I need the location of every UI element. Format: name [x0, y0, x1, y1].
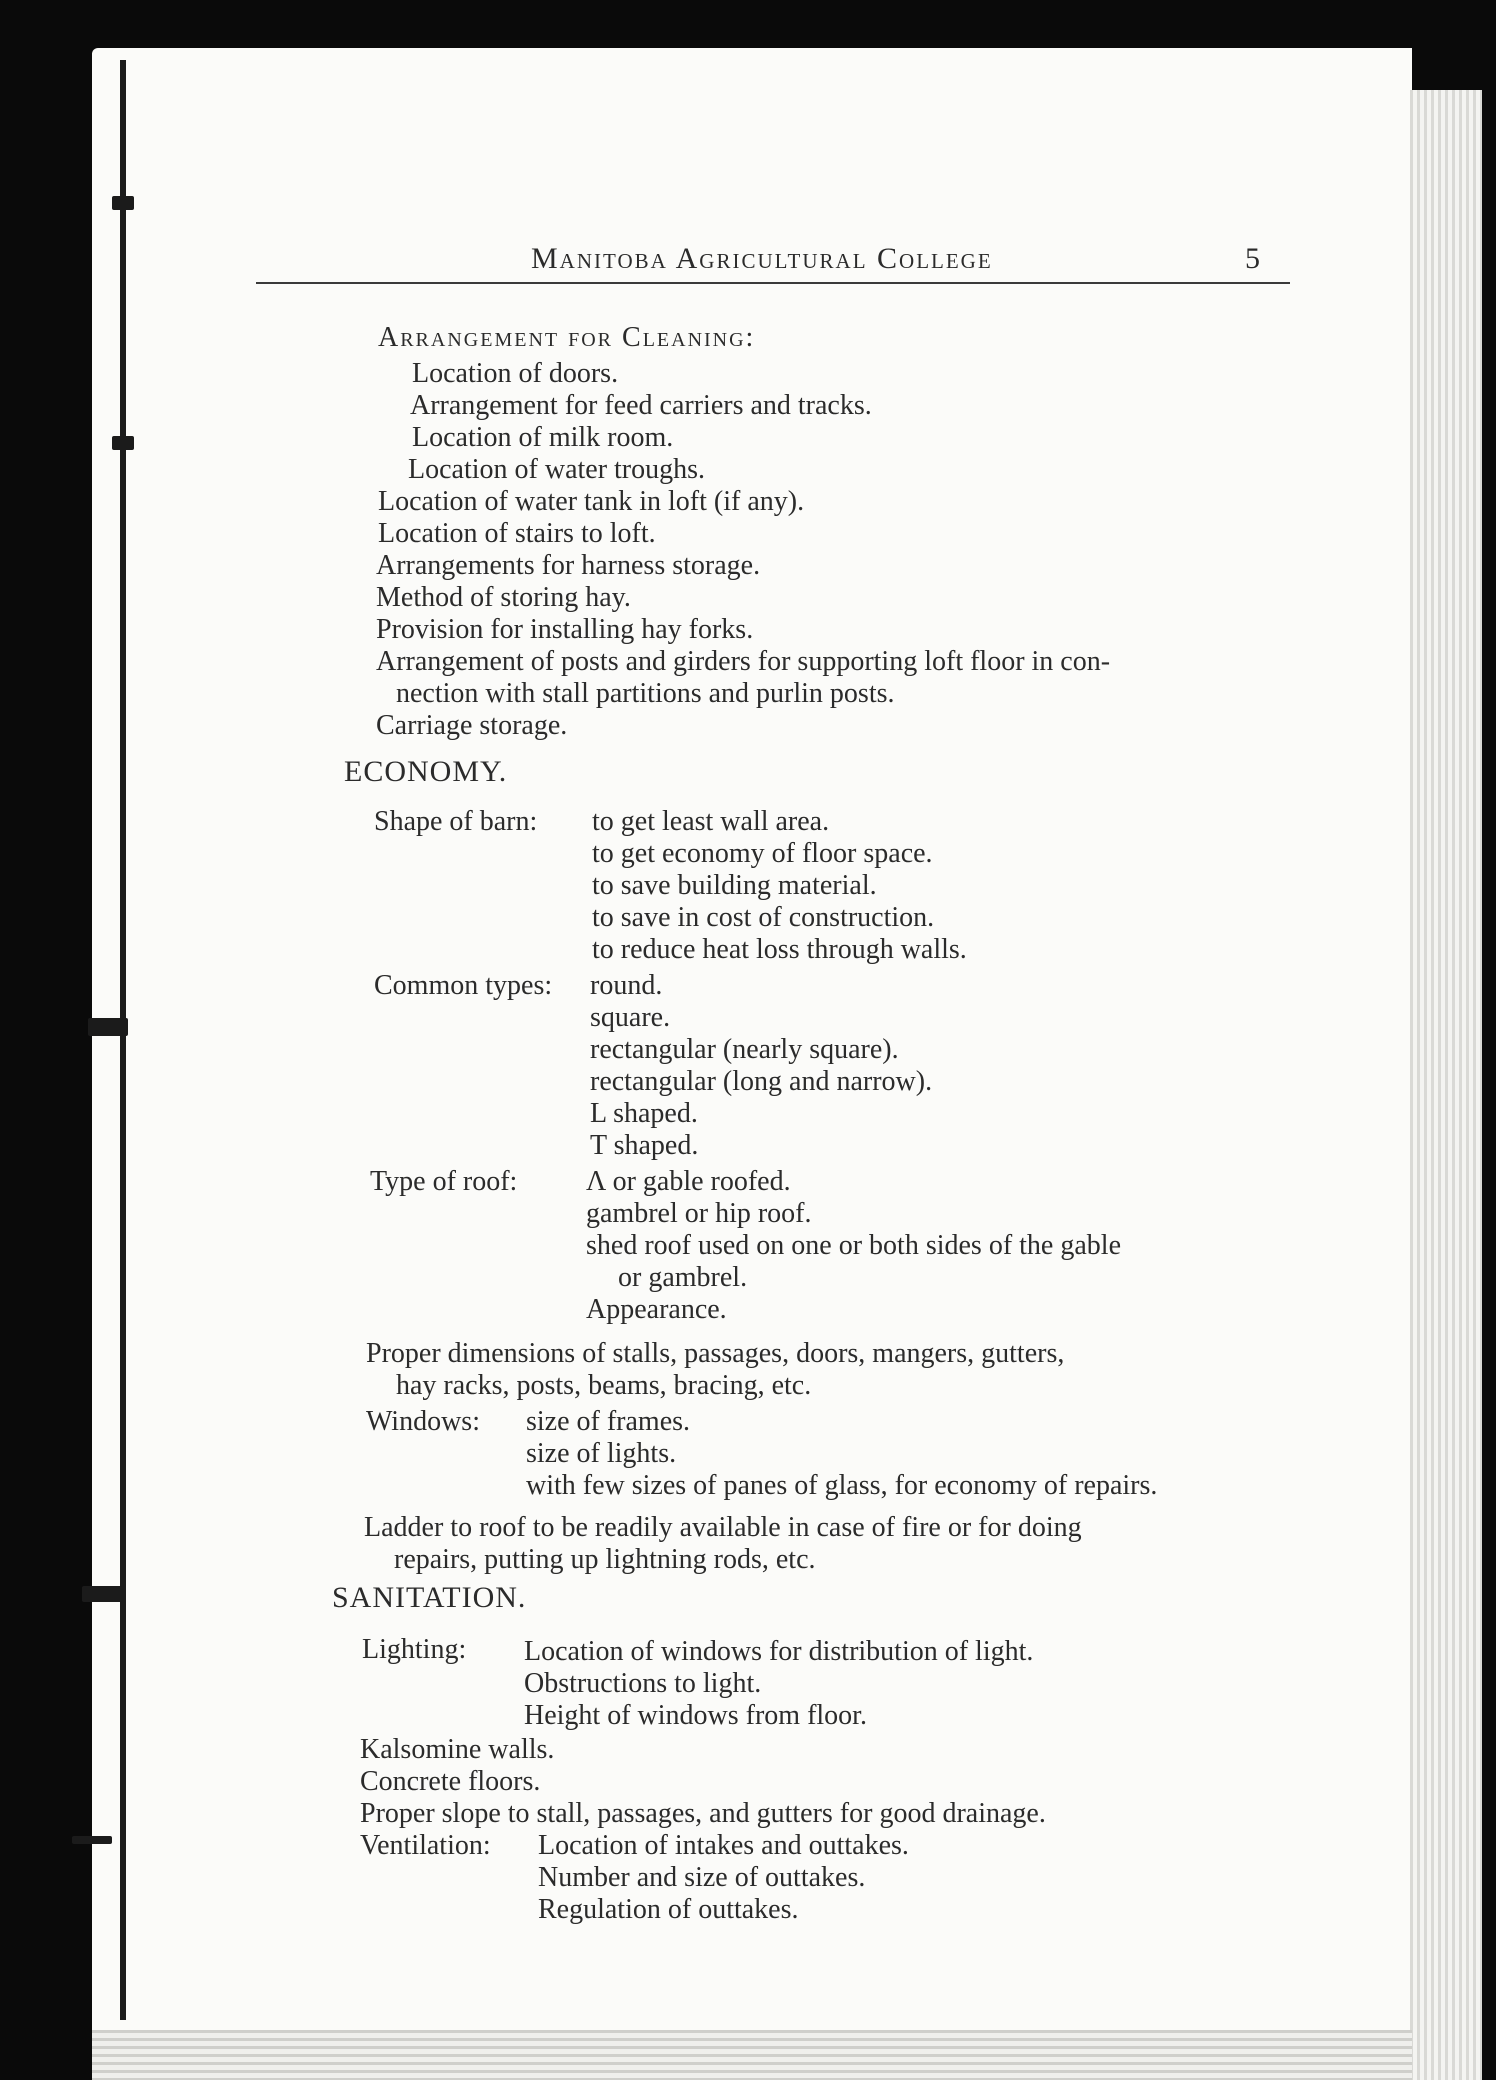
list-item: Location of stairs to loft.: [378, 518, 656, 549]
section-heading-economy: ECONOMY.: [344, 755, 508, 788]
list-item: to save in cost of construction.: [592, 902, 935, 933]
item-label: Common types:: [374, 970, 553, 1001]
list-item: square.: [590, 1002, 671, 1033]
list-item: Location of water tank in loft (if any).: [378, 486, 805, 517]
item-label: Shape of barn:: [374, 806, 538, 837]
binding-thread: [120, 60, 126, 2020]
list-item: round.: [590, 970, 663, 1001]
list-item: Location of doors.: [412, 358, 619, 389]
list-item: Kalsomine walls.: [360, 1734, 555, 1765]
list-item: Carriage storage.: [376, 710, 568, 741]
list-item: Arrangement for feed carriers and tracks.: [410, 390, 872, 421]
list-item: rectangular (nearly square).: [590, 1034, 899, 1065]
page-edges: [1410, 90, 1482, 2080]
section-heading-sanitation: SANITATION.: [332, 1581, 527, 1614]
list-item: Provision for installing hay forks.: [376, 614, 754, 645]
list-item: Location of intakes and outtakes.: [538, 1830, 909, 1861]
binding-tab: [88, 1018, 128, 1036]
list-item: Method of storing hay.: [376, 582, 631, 613]
binding-tab: [72, 1836, 112, 1844]
list-item: size of lights.: [526, 1438, 677, 1469]
bottom-page-edges: [92, 2030, 1412, 2080]
binding-tab: [82, 1586, 122, 1602]
binding-tab: [112, 436, 134, 450]
list-item: with few sizes of panes of glass, for economy of repairs.: [526, 1470, 1158, 1501]
list-item: rectangular (long and narrow).: [590, 1066, 933, 1097]
item-label: Type of roof:: [370, 1166, 518, 1197]
list-item: size of frames.: [526, 1406, 691, 1437]
list-item: Height of windows from floor.: [524, 1700, 867, 1731]
list-item: to save building material.: [592, 870, 877, 901]
item-label: Lighting:: [362, 1634, 467, 1665]
list-item: Location of milk room.: [412, 422, 674, 453]
list-item: to get economy of floor space.: [592, 838, 933, 869]
list-item: Arrangement of posts and girders for supporting loft floor in con-: [376, 646, 1111, 677]
list-item: Concrete floors.: [360, 1766, 541, 1797]
paragraph-line: Proper dimensions of stalls, passages, doors, mangers, gutters,: [366, 1338, 1065, 1369]
item-label: Ventilation:: [360, 1830, 491, 1861]
section-heading-cleaning: Arrangement for Cleaning:: [378, 322, 756, 353]
list-item: shed roof used on one or both sides of the gable: [586, 1230, 1121, 1261]
binding-tab: [112, 196, 134, 210]
list-item: Arrangements for harness storage.: [376, 550, 761, 581]
running-header: [256, 242, 1290, 284]
header-title: Manitoba Agricultural College: [531, 242, 993, 275]
page-number: 5: [1245, 242, 1260, 275]
list-item: L shaped.: [590, 1098, 698, 1129]
paragraph-line: repairs, putting up lightning rods, etc.: [394, 1544, 816, 1575]
list-item: nection with stall partitions and purlin posts.: [396, 678, 895, 709]
paragraph-line: Ladder to roof to be readily available in case of fire or for doing: [364, 1512, 1082, 1543]
list-item: Appearance.: [586, 1294, 727, 1325]
list-item: or gambrel.: [618, 1262, 748, 1293]
list-item: to reduce heat loss through walls.: [592, 934, 967, 965]
list-item: Proper slope to stall, passages, and gutters for good drainage.: [360, 1798, 1046, 1829]
list-item: gambrel or hip roof.: [586, 1198, 812, 1229]
paragraph-line: hay racks, posts, beams, bracing, etc.: [396, 1370, 812, 1401]
list-item: Location of water troughs.: [408, 454, 706, 485]
list-item: Λ or gable roofed.: [586, 1166, 791, 1197]
list-item: Regulation of outtakes.: [538, 1894, 799, 1925]
list-item: T shaped.: [590, 1130, 699, 1161]
list-item: Number and size of outtakes.: [538, 1862, 866, 1893]
list-item: Location of windows for distribution of light.: [524, 1636, 1034, 1667]
list-item: to get least wall area.: [592, 806, 830, 837]
list-item: Obstructions to light.: [524, 1668, 762, 1699]
item-label: Windows:: [366, 1406, 480, 1437]
